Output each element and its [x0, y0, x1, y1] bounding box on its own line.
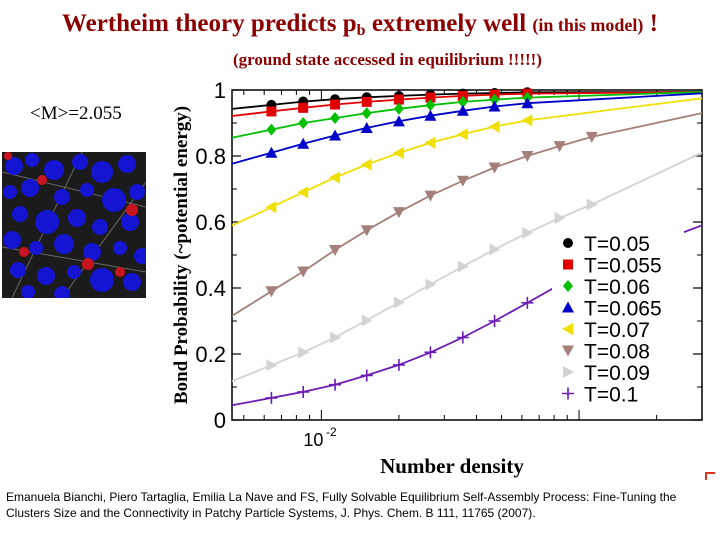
- y-tick-label: 0.4: [195, 276, 226, 301]
- y-tick-label: 0.6: [195, 210, 226, 235]
- corner-mark: [705, 472, 715, 480]
- data-point: [563, 238, 573, 248]
- legend: [552, 228, 684, 407]
- title-main: Wertheim theory predicts p: [62, 10, 357, 37]
- data-point: [266, 106, 276, 116]
- data-point: [362, 97, 372, 107]
- legend-entry: T=0.055: [584, 254, 662, 278]
- legend-entry: T=0.065: [584, 297, 662, 321]
- x-tick-exponent: -2: [326, 425, 337, 439]
- particle-snapshot-image: [2, 152, 146, 298]
- title-exclamation: !: [643, 10, 658, 37]
- y-tick-label: 0.2: [195, 342, 226, 367]
- title-rest: extremely well: [365, 10, 533, 37]
- bond-probability-chart: [160, 80, 705, 480]
- slide-subtitle: (ground state accessed in equilibrium !!!!!): [233, 50, 542, 69]
- y-axis-label: Bond Probability (~potential energy): [171, 105, 192, 405]
- mean-cluster-size-label: <M>=2.055: [30, 103, 122, 124]
- data-point: [563, 260, 573, 270]
- title-subscript: b: [356, 22, 366, 39]
- data-point: [298, 103, 308, 113]
- legend-entry: T=0.1: [584, 383, 639, 407]
- x-axis-label: Number density: [380, 454, 524, 478]
- legend-entry: T=0.06: [584, 276, 650, 299]
- legend-entry: T=0.09: [584, 362, 650, 385]
- y-tick-label: 0.8: [195, 144, 226, 169]
- data-point: [330, 100, 340, 110]
- legend-entry: T=0.08: [584, 340, 650, 364]
- y-tick-label: 1: [213, 80, 226, 103]
- y-tick-label: 0: [213, 408, 226, 433]
- x-tick-label: 10: [303, 430, 324, 450]
- slide-title: [0, 10, 720, 40]
- title-parenthetical: (in this model): [532, 15, 644, 35]
- legend-entry: T=0.07: [584, 319, 650, 342]
- citation-text: Emanuela Bianchi, Piero Tartaglia, Emilia La Nave and FS, Fully Solvable Equilibrium Self-Assembly Process: Fine-Tuning the Clusters Size and the Connectivity in Patchy Particle Systems, J. Phys. Chem. B 111, 11765 (2007).: [6, 490, 677, 520]
- legend-entry: T=0.05: [584, 233, 650, 256]
